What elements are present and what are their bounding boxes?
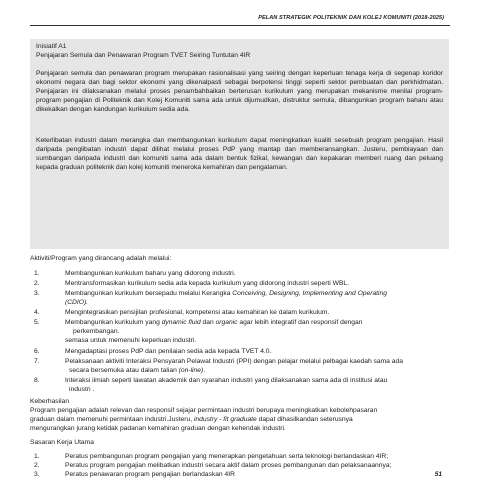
activity-text-continuation [69,366,205,375]
activity-text [65,318,448,327]
activity-text: Interaksi ilmiah seperti lawatan akademik dan syarahan industri yang dilaksanakan sama ada di institusi atau [65,377,388,384]
running-header: PELAN STRATEGIK POLITEKNIK DAN KOLEJ KOMUNITI (2018-2025) [258,15,444,21]
header-rule [30,25,450,26]
activities-heading: Aktiviti/Program yang dirancang adalah melalui: [30,255,172,262]
activity-number: 3. [34,290,40,297]
activity-text-emphasis: Conceiving, Designing, Implementing and Operating [232,290,387,297]
activity-text-part: agar lebih integratif dan responsif dengan [237,319,363,326]
activity-text-emphasis: (CDIO). [65,299,89,306]
target-number: 1. [34,453,40,460]
initiative-paragraph-1: Penjajaran semula dan penawaran program merupakan rasionalisasi yang seiring dengan keperluan tenaga kerja di segenap koridor ekonomi negara dan bagi sektor ekonomi yang dikenalpasti sebagai berpotensi tinggi seperti sektor pembuatan dan perkhidmatan. Penjajaran ini dilaksanakan melalui proses penambahbaikan berterusan kurikulum yang merupakan mekanisme menilai program-program pengajian di Politeknik dan Kolej Komuniti sama ada untuk dijumudkan, distruktur semula, dibangunkan program baharu atau dikekalkan dengan kandungan kurikulum sedia ada. [36,70,443,113]
activity-text-part: . [203,367,206,374]
activity-text: Pelaksanaan aktiviti Interaksi Pensyarah Pelawat Industri (PPI) dengan pelajar melalui pelbagai kaedah sama ada [65,358,403,365]
targets-heading: Sasaran Kerja Utama [30,439,94,446]
activity-number: 4. [34,309,40,316]
activity-text-continuation: perkembangan. [73,328,120,335]
target-text: Peratus penawaran program pengajian berlandaskan 4IR [65,471,235,478]
activity-text-part: secara bersemuka atau dalam talian [69,367,179,374]
initiative-subtitle: Penjajaran Semula dan Penawaran Program TVET Seiring Tuntutan 4IR [36,52,251,59]
activity-text-emphasis: organic [215,319,238,326]
target-text: Peratus program pengajian melibatkan industri secara aktif dalam proses pembangunan dan pelaksanaannya; [65,462,392,469]
activity-text-part: Membangunkan kurikulum yang [65,319,162,326]
outcome-line: Program pengajian adalah relevan dan responsif sejajar permintaan industri berupaya meningkatkan kebolehpasaran [30,407,378,414]
page-number: 51 [434,471,442,478]
activity-text-emphasis: dynamic fluid [161,319,201,326]
activity-number: 1. [34,270,40,277]
target-text: Peratus pembangunan program pengajian yang menerapkan pengetahuan serta teknologi berlandaskan 4IR; [65,453,389,460]
initiative-box [30,39,449,249]
activity-text: Mengadaptasi proses PdP dan penilaian sedia ada kepada TVET 4.0. [65,348,272,355]
activity-text-part: dan [200,319,216,326]
initiative-title: Inisiatif A1 [36,43,67,50]
outcome-text-part: dapat dihasilkandan seterusnya [256,416,353,423]
activity-text: Mengintegrasikan pensijilan profesional, kompetensi atau kemahiran ke dalam kurikulum. [65,309,330,316]
outcome-heading: Keberhasilan [30,398,70,405]
activity-text-emphasis: (on-line) [178,367,204,374]
outcome-text-part: graduan dalam memenuhi permintaan industri.Justeru, [30,416,194,423]
outcome-text-emphasis: industry - fit graduate [193,416,257,423]
activity-number: 7. [34,358,40,365]
activity-number: 2. [34,280,40,287]
initiative-paragraph-2: Keterlibatan industri dalam merangka dan membangunkan kurikulum dapat meningkatkan kualiti sesebuah program pengajian. Hasil daripada penglibatan industri dapat dilihat melalui proses PdP yang mantap dan memberansangkan. Justeru, pembiayaan dan sumbangan daripada industri dan komuniti sama ada dalam bentuk fizikal, kewangan dan kepakaran memberi ruang dan peluang kepada graduan politeknik dan kolej komuniti meneroka kemahiran dan pengalaman. [36,137,443,171]
activity-text: Mentransformasikan kurikulum sedia ada kepada kurikulum yang didorong industri seperti WBL. [65,280,349,287]
outcome-line [30,415,353,424]
activity-text [65,289,448,298]
activity-text: Membangunkan kurikulum baharu yang didorong industri. [65,270,236,277]
activity-text-continuation [65,298,88,307]
target-number: 2. [34,462,40,469]
activity-number: 5. [34,319,40,326]
activity-number: 8. [34,377,40,384]
activity-number: 6. [34,348,40,355]
activity-text-part: Membangunkan kurikulum bersepadu melalui Kerangka [65,290,233,297]
activity-text-continuation: industri . [69,386,95,393]
target-number: 3. [34,471,40,478]
activity-text-continuation: semasa untuk memenuhi keperluan industri. [65,337,197,344]
outcome-line: mengurangkan jurang ketidak padanan kemahiran graduan dengan kehendak industri. [30,425,286,432]
